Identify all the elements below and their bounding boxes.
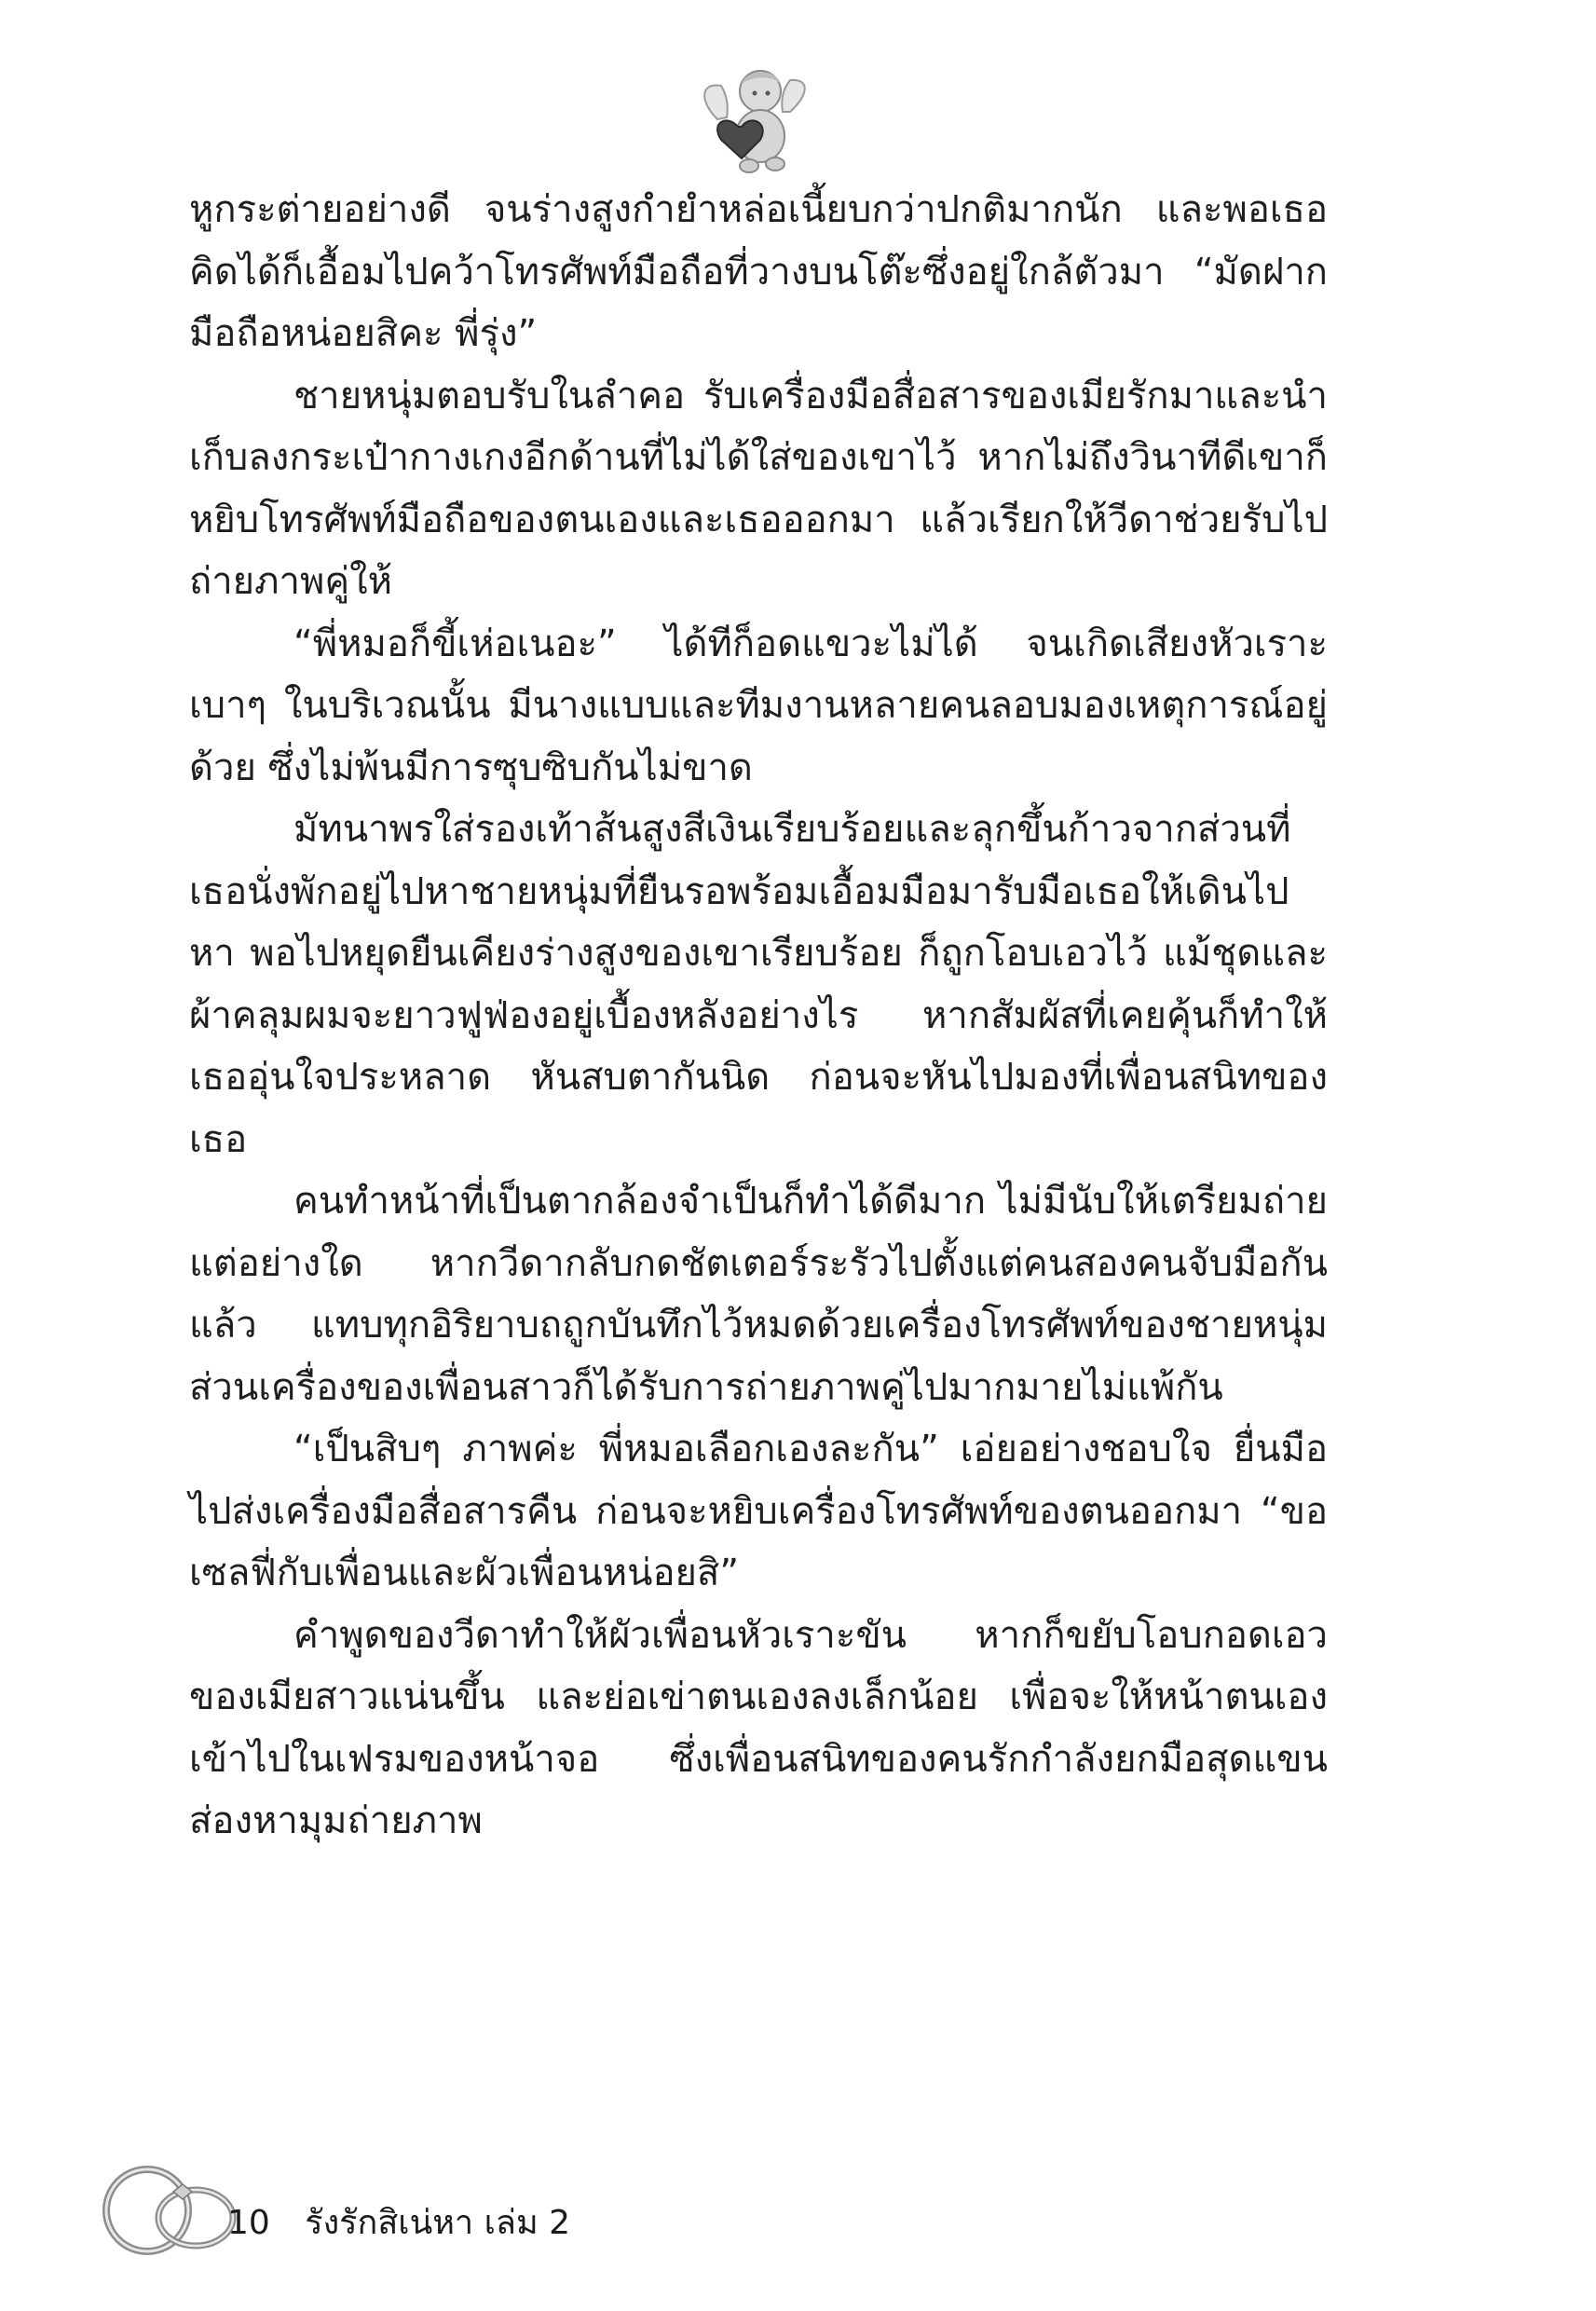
paragraph: คนทำหน้าที่เป็นตากล้องจำเป็นก็ทำได้ดีมาก ไม่มีนับให้เตรียมถ่ายแต่อย่างใด หากวีดากลับกดชัตเตอร์ระรัวไปตั้งแต่คนสองคนจับมือกันแล้ว แทบทุกอิริยาบถถูกบันทึกไว้หมดด้วยเครื่องโทรศัพท์ของชายหนุ่ม ส่วนเครื่องของเพื่อนสาวก็ได้รับการถ่ายภาพคู่ไปมากมายไม่แพ้กัน bbox=[189, 1180, 1328, 1409]
wedding-rings-icon bbox=[95, 2158, 244, 2261]
paragraph: คำพูดของวีดาทำให้ผัวเพื่อนหัวเราะขัน หากก็ขยับโอบกอดเอวของเมียสาวแน่นขึ้น และย่อเข่าตนเองลงเล็กน้อย เพื่อจะให้หน้าตนเองเข้าไปในเฟรมของหน้าจอ ซึ่งเพื่อนสนิทของคนรักกำลังยกมือสุดแขนส่องหามุมถ่ายภาพ bbox=[189, 1613, 1328, 1842]
page-number: 10 bbox=[227, 2204, 270, 2242]
paragraph: มัทนาพรใส่รองเท้าส้นสูงสีเงินเรียบร้อยและลุกขึ้นก้าวจากส่วนที่เธอนั่งพักอยู่ไปหาชายหนุ่มที่ยืนรอพร้อมเอื้อมมือมารับมือเธอให้เดินไปหา พอไปหยุดยืนเคียงร่างสูงของเขาเรียบร้อย ก็ถูกโอบเอวไว้ แม้ชุดและผ้าคลุมผมจะยาวฟูฟ่องอยู่เบื้องหลังอย่างไร หากสัมผัสที่เคยคุ้นก็ทำให้เธออุ่นใจประหลาด หันสบตากันนิด ก่อนจะหันไปมองที่เพื่อนสนิทของเธอ bbox=[189, 808, 1328, 1161]
page-footer bbox=[86, 2158, 738, 2270]
body-text bbox=[189, 179, 1328, 1853]
cupid-with-heart-icon bbox=[689, 54, 820, 185]
paragraph: หูกระต่ายอย่างดี จนร่างสูงกำยำหล่อเนี้ยบกว่าปกติมากนัก และพอเธอคิดได้ก็เอื้อมไปคว้าโทรศัพท์มือถือที่วางบนโต๊ะซึ่งอยู่ใกล้ตัวมา “มัดฝากมือถือหน่อยสิคะ พี่รุ่ง” bbox=[189, 188, 1328, 355]
paragraph: ชายหนุ่มตอบรับในลำคอ รับเครื่องมือสื่อสารของเมียรักมาและนำเก็บลงกระเป๋ากางเกงอีกด้านที่ไม่ได้ใส่ของเขาไว้ หากไม่ถึงวินาทีดีเขาก็หยิบโทรศัพท์มือถือของตนเองและเธอออกมา แล้วเรียกให้วีดาช่วยรับไปถ่ายภาพคู่ให้ bbox=[189, 374, 1328, 603]
paragraph: “เป็นสิบๆ ภาพค่ะ พี่หมอเลือกเองละกัน” เอ่ยอย่างชอบใจ ยื่นมือไปส่งเครื่องมือสื่อสารคืน ก่อนจะหยิบเครื่องโทรศัพท์ของตนออกมา “ขอเซลฟี่กับเพื่อนและผัวเพื่อนหน่อยสิ” bbox=[189, 1428, 1328, 1594]
book-title: รังรักสิเน่หา เล่ม 2 bbox=[305, 2204, 571, 2242]
footer-text bbox=[227, 2195, 570, 2249]
paragraph: “พี่หมอก็ขี้เห่อเนอะ” ได้ทีก็อดแขวะไม่ได้ จนเกิดเสียงหัวเราะเบาๆ ในบริเวณนั้น มีนางแบบและทีมงานหลายคนลอบมองเหตุการณ์อยู่ด้วย ซึ่งไม่พ้นมีการซุบซิบกันไม่ขาด bbox=[189, 622, 1328, 789]
